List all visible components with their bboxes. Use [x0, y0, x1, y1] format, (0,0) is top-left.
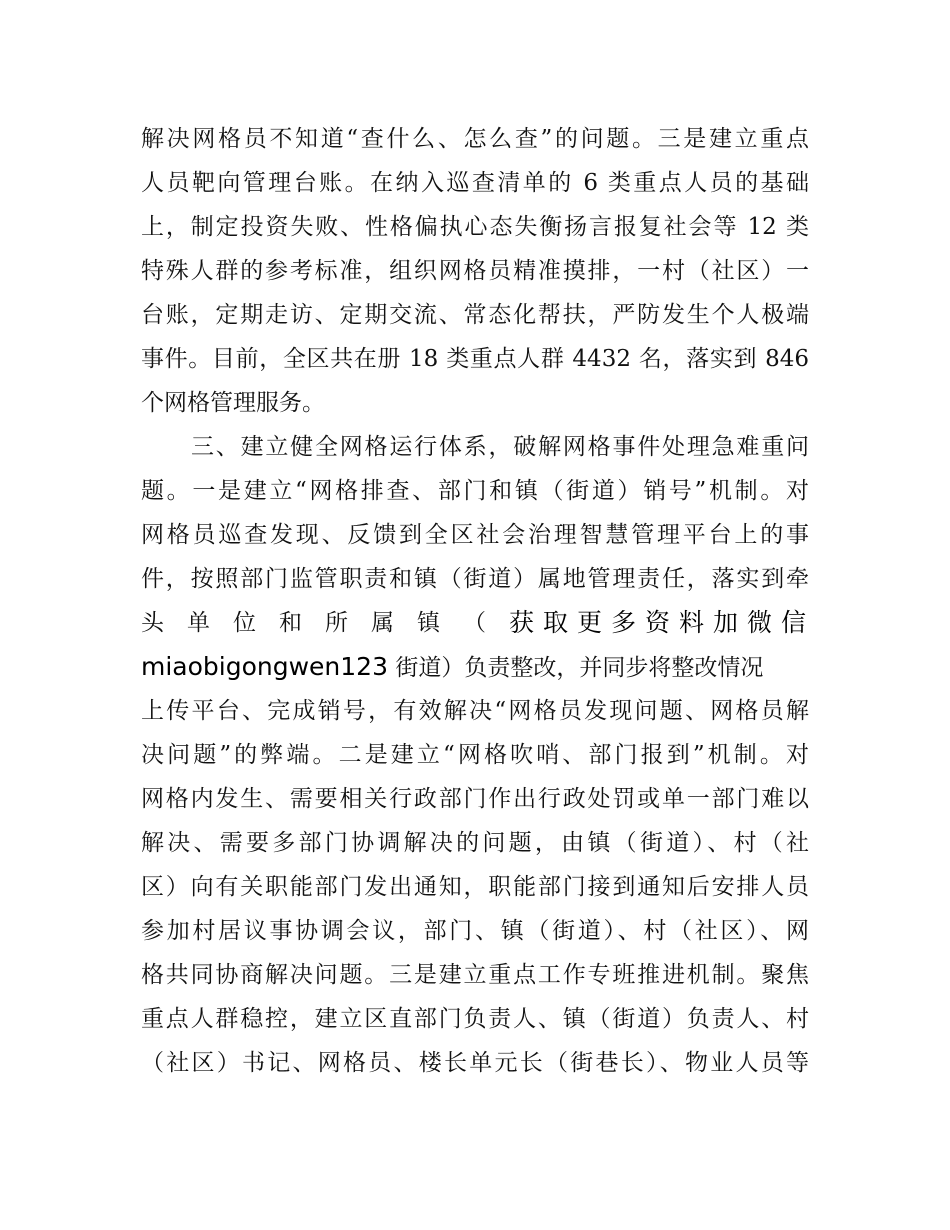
body-text-line: 事件。目前，全区共在册 18 类重点人群 4432 名，落实到 846 — [141, 346, 809, 372]
body-text-line: （社区）书记、网格员、楼长单元长（街巷长）、物业人员等 — [141, 1050, 809, 1076]
body-text-line: 解决、需要多部门协调解决的问题，由镇（街道）、村（社 — [141, 830, 809, 856]
body-text-line: 件，按照部门监管职责和镇（街道）属地管理责任，落实到牵 — [141, 566, 809, 592]
promo-wechat-id: miaobigongwen123 — [141, 652, 388, 681]
body-text-line: 人员靶向管理台账。在纳入巡查清单的 6 类重点人员的基础 — [141, 170, 809, 196]
body-text-line: 个网格管理服务。 — [141, 390, 325, 416]
body-text-line: 网格员巡查发现、反馈到全区社会治理智慧管理平台上的事 — [141, 522, 809, 548]
body-text-line-with-promo — [141, 601, 816, 645]
body-text-fragment: 头单位和所属镇（ — [141, 610, 509, 636]
body-text-line: 格共同协商解决问题。三是建立重点工作专班推进机制。聚焦 — [141, 962, 809, 988]
body-text-line: 区）向有关职能部门发出通知，职能部门接到通知后安排人员 — [141, 874, 809, 900]
body-text-line: 特殊人群的参考标准，组织网格员精准摸排，一村（社区）一 — [141, 258, 809, 284]
body-text-line: 决问题”的弊端。二是建立“网格吹哨、部门报到”机制。对 — [141, 742, 809, 768]
body-text-line-with-promo — [141, 645, 809, 689]
body-text-line: 参加村居议事协调会议，部门、镇（街道）、村（社区）、网 — [141, 918, 809, 944]
body-text-line: 解决网格员不知道“查什么、怎么查”的问题。三是建立重点 — [141, 126, 809, 152]
section-heading-line: 三、建立健全网格运行体系，破解网格事件处理急难重问 — [191, 434, 809, 460]
body-text-line: 题。一是建立“网格排查、部门和镇（街道）销号”机制。对 — [141, 478, 809, 504]
body-text-fragment: 街道）负责整改，并同步将整改情况 — [395, 655, 764, 681]
body-text-line: 网格内发生、需要相关行政部门作出行政处罚或单一部门难以 — [141, 786, 809, 812]
body-text-line: 重点人群稳控，建立区直部门负责人、镇（街道）负责人、村 — [141, 1006, 809, 1032]
promo-watermark-text: 获取更多资料加微信 — [509, 608, 816, 637]
body-text-line: 上，制定投资失败、性格偏执心态失衡扬言报复社会等 12 类 — [141, 214, 809, 240]
body-text-line: 上传平台、完成销号，有效解决“网格员发现问题、网格员解 — [141, 698, 809, 724]
body-text-line: 台账，定期走访、定期交流、常态化帮扶，严防发生个人极端 — [141, 302, 809, 328]
